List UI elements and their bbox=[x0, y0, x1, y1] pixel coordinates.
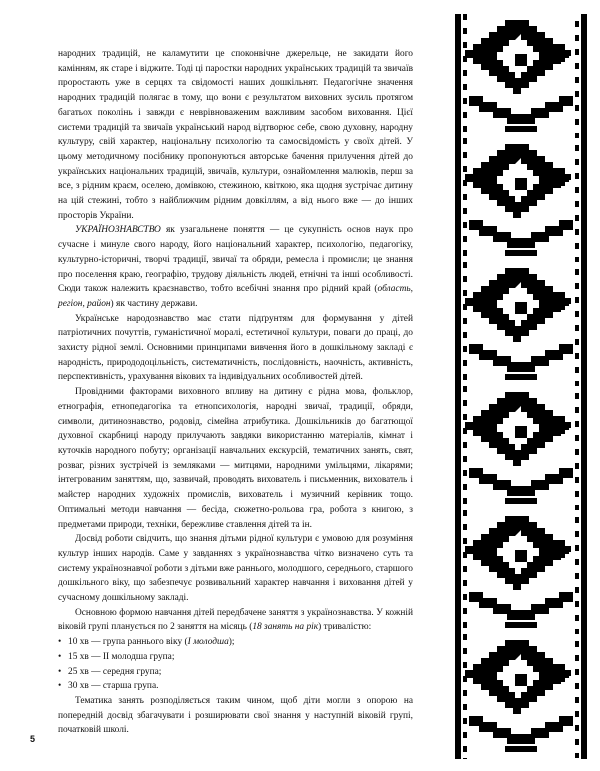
paragraph-closing: Тематика занять розподіляється таким чином, щоб діти могли з опорою на попередній досвід збагачувати і розширювати свої знання у наступній віковій групі, початковій школі. bbox=[58, 695, 413, 736]
term-lessons-per-year: 18 занять на рік bbox=[252, 622, 319, 633]
paragraph-narodoznavstvo: Українське народознавство має стати підґрунтям для формування у дітей патріотичних почуттів, гуманістичної моралі, естетичної культури, поваги до праці, до захисту рідної землі. Основними принципами вивчення його в дошкільному закладі є народність, природодоцільність, систематичність, послідовність, наочність, активність, перспективність, урахування вікових та індивідуальних особливостей дітей. bbox=[58, 313, 413, 383]
list-item-text: 25 хв — середня група; bbox=[68, 666, 162, 677]
embroidery-ornament-border bbox=[455, 14, 587, 759]
duration-list bbox=[58, 635, 413, 694]
list-item bbox=[58, 635, 413, 650]
list-item bbox=[58, 650, 413, 665]
paragraph-text: ) тривалістю: bbox=[318, 622, 372, 633]
list-item bbox=[58, 679, 413, 694]
paragraph-traditions: народних традицій, не каламутити це споконвічне джерельце, не закидати його камінням, як старе і віджите. Тоді ці паростки народних українських традицій та звичаїв проростають уже в серцях та свідомості наших дошкільнят. Педагогічне значення народних традицій полягає в тому, що вони є результатом виховних зусиль протягом багатьох поколінь і завжди є неврівноваженим важливим засобом виховання. Цієї системи традицій та звичаїв український народ відтворює себе, свою духовну, народну культуру, свій характер, національну психологію та самосвідомість у своїх дітей. У цьому методичному посібнику пропонуються авторське бачення прилучення дітей до українських національних традицій, звичаїв, культури, ознайомлення малюків, перш за все, з рідним краєм, оселею, домівкою, стежиною, квіткою, яка щодня зустрічає дитину на цій стежині, тобто з найближчим рідним довкіллям, а від нього вже — до інших просторів України. bbox=[58, 49, 413, 221]
paragraph-text: Основною формою навчання дітей передбачене заняття з українознавства. У кожній віковій групі планується по 2 заняття на місяць ( bbox=[58, 607, 413, 633]
list-item-text: 10 хв — група раннього віку ( bbox=[68, 637, 188, 648]
main-text-column bbox=[58, 47, 413, 738]
paragraph-experience: Досвід роботи свідчить, що знання дітьми рідної культури є умовою для розуміння культур інших народів. Саме у завданнях з українознавства чітко визначено суть та систему українознавчої роботи з дітьми вже раннього, молодшого, середнього, старшого дошкільного віку, що забезпечує розвивальний характер навчання і виховання дітей у сучасному дошкільному закладі. bbox=[58, 534, 413, 604]
list-item-text: 15 хв — ІІ молодша група; bbox=[68, 651, 175, 662]
term-ukrainoznavstvo: УКРАЇНОЗНАВСТВО bbox=[75, 225, 161, 236]
term-region: область, регіон, район bbox=[58, 284, 413, 309]
list-item-italic: І молодша bbox=[187, 637, 229, 648]
ornament-pattern bbox=[455, 14, 587, 759]
list-item-text: 30 хв — старша група. bbox=[68, 681, 159, 692]
page-number: 5 bbox=[30, 734, 36, 744]
paragraph-text: як узагальнене поняття — це сукупність основ наук про сучасне і минуле свого народу, його національний характер, психологію, педагогіку, культурно-історичні, творчі традиції, звичаї та обряди, ремесла і промисли; це знання про поселення краю, географію, трудову діяльність людей, етнічні та інші особливості. Сюди також належить краєзнавство, тобто всебічні знання про рідний край ( bbox=[58, 225, 413, 295]
paragraph-text: ) як частину держави. bbox=[110, 298, 198, 309]
paragraph-ukrainoznavstvo bbox=[58, 223, 413, 311]
list-item bbox=[58, 665, 413, 680]
list-item-text: ); bbox=[228, 637, 235, 648]
paragraph-factors: Провідними факторами виховного впливу на дитину є рідна мова, фольклор, етнографія, етнопедагогіка та етнопсихологія, народні звичаї, традиції, обряди, символи, дитинознавство, родовід, сімейна атрибутика. Дошкільників до багатющої духовної скарбниці народу прилучають завдяки використанню матеріалів, кімнат і куточків народного побуту; організації навчальних екскурсій, тематичних занять, свят, розваг, різних зустрічей із земляками — митцями, народними умільцями, лікарями; інтегрованим заняттям, що, зазвичай, проводять вихователь і письменник, вихователь і майстер народних художніх промислів, вихователь і музичний керівник тощо. Оптимальні методи навчання — бесіда, сюжетно-рольова гра, робота з книгою, з предметами природи, техніки, бережливе ставлення дітей та ін. bbox=[58, 387, 413, 530]
paragraph-lesson-form bbox=[58, 606, 413, 635]
